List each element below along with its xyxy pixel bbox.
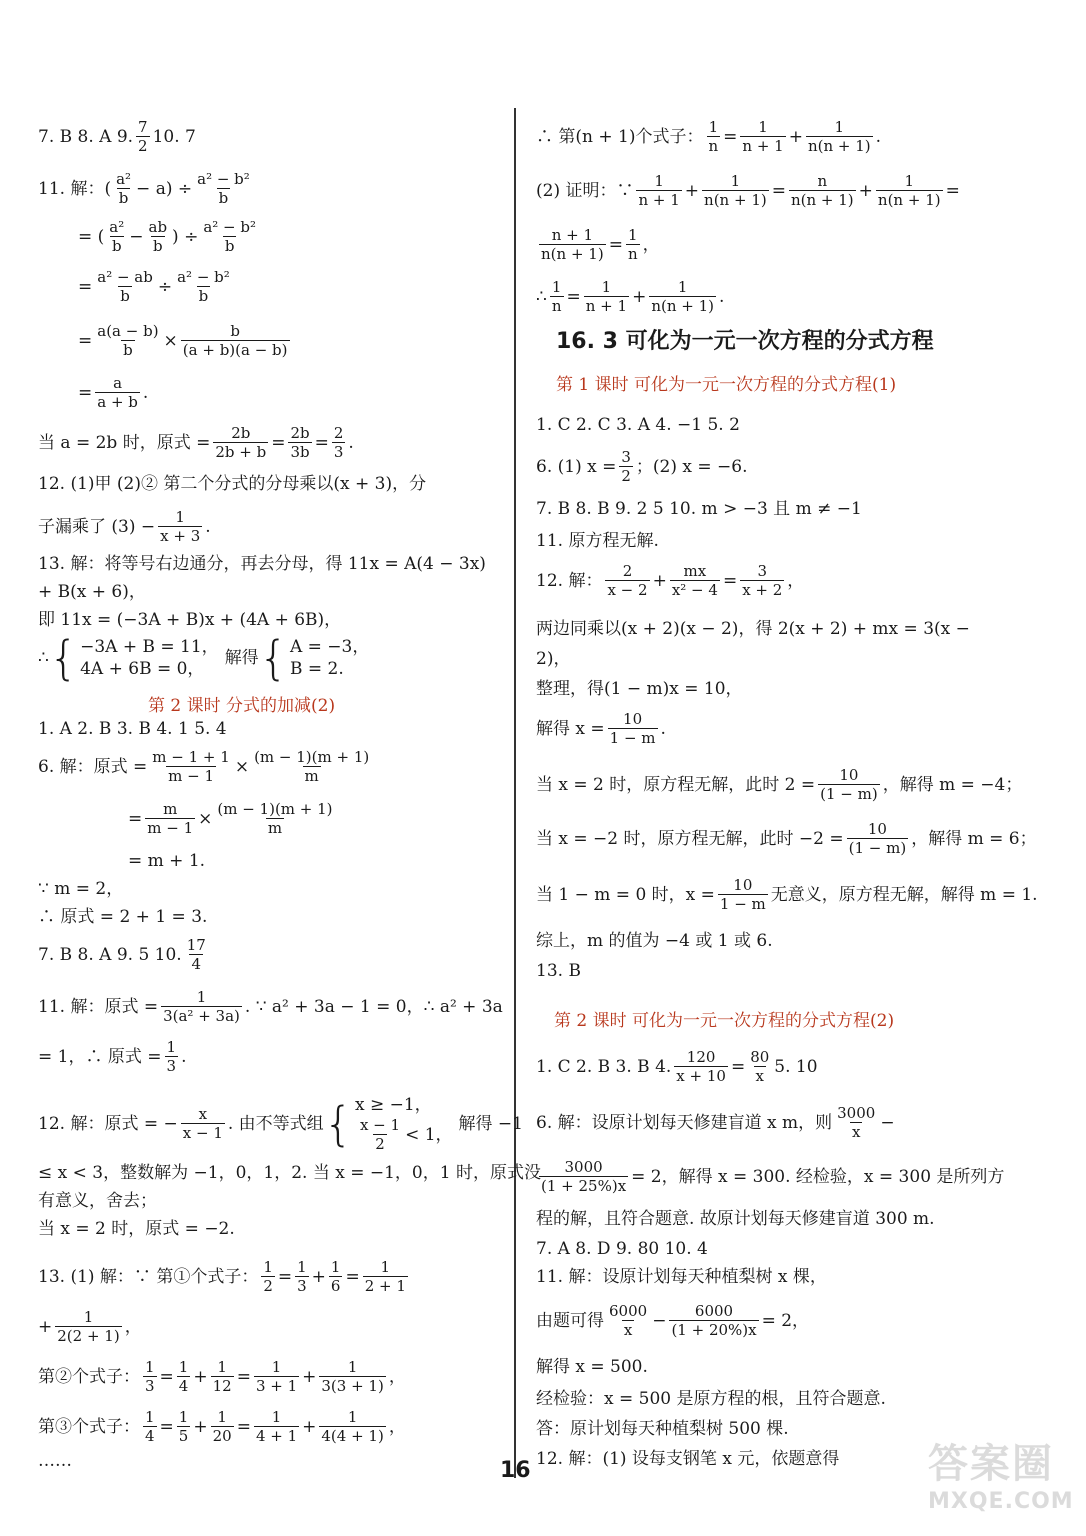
answer-line: ∴ 原式 = 2 + 1 = 3. (38, 907, 208, 927)
answer-line: 6. 解：设原计划每天修建盲道 x m，则 $\frac{3000}{x}$ − (536, 1104, 895, 1141)
answer-line: 第③个式子： $\frac{1}{4}$ = $\frac{1}{5}$ + $\frac{1}{20}$ = $\frac{1}{4 + 1}$ + $\frac{1}{4(4 + 1)}$ ， (38, 1408, 406, 1445)
answer-line: 1. C 2. B 3. B 4. $\frac{120}{x + 10}$ = $\frac{80}{x}$ 5. 10 (536, 1048, 818, 1085)
answer-line: 由题可得 $\frac{6000}{x}$ − $\frac{6000}{(1 + 20\%)x}$ = 2， (536, 1302, 810, 1339)
watermark-url: MXQE.COM (928, 1489, 1074, 1514)
answer-line: = $\frac{a(a - b)}{b}$ × $\frac{b}{(a + b)(a - b)}$ (78, 322, 288, 359)
answer-line: 解得 x = $\frac{10}{1 - m}$ . (536, 710, 666, 747)
answer-line: 子漏乘了 (3) − $\frac{1}{x + 3}$ . (38, 508, 211, 545)
answer-line: + $\frac{1}{2(2 + 1)}$ ， (38, 1308, 142, 1345)
watermark-title: 答案圈 (928, 1441, 1054, 1487)
text: 10. 7 (152, 126, 196, 147)
answer-line: = $\frac{\text{a² − ab}}{b}$ ÷ $\frac{\text{a² − b²}}{b}$ (78, 268, 230, 305)
answer-line: 第②个式子： $\frac{1}{3}$ = $\frac{1}{4}$ + $\frac{1}{12}$ = $\frac{1}{3 + 1}$ + $\frac{1}{3(3 + 1)}$ ， (38, 1358, 406, 1395)
text: 7. B 8. A 9. (38, 126, 134, 147)
answer-line: = $\frac{a}{a + b}$ . (78, 374, 149, 411)
answer-line: 7. A 8. D 9. 80 10. 4 (536, 1239, 708, 1259)
lesson-heading: 第 2 课时 可化为一元一次方程的分式方程(2) (554, 1011, 895, 1031)
answer-line: 综上，m 的值为 −4 或 1 或 6. (536, 931, 773, 951)
answer-line: 当 1 − m = 0 时，x = $\frac{10}{1 - m}$ 无意义，原方程无解，解得 m = 1. (536, 876, 1038, 913)
lesson-heading: 第 1 课时 可化为一元一次方程的分式方程(1) (556, 375, 897, 395)
answer-line: 1. A 2. B 3. B 4. 1 5. 4 (38, 719, 227, 739)
answer-line: = m + 1. (128, 851, 206, 871)
answer-line: 12. 解：(1) 设每支钢笔 x 元，依题意得 (536, 1449, 840, 1469)
page-number: 16 (500, 1458, 531, 1483)
answer-line: 答：原计划每天种植梨树 500 棵. (536, 1419, 789, 1439)
answer-line: 7. B 8. B 9. 2 5 10. m > −3 且 m ≠ −1 (536, 499, 862, 519)
answer-line: 1. C 2. C 3. A 4. −1 5. 2 (536, 415, 740, 435)
answer-line: 11. 解：( $\frac{\text{a²}}{b}$ − a) ÷ $\frac{\text{a² − b²}}{b}$ (38, 170, 250, 207)
answer-line: 解得 x = 500. (536, 1357, 648, 1377)
answer-line: 有意义，舍去； (38, 1191, 157, 1211)
answer-line: 程的解，且符合题意. 故原计划每天修建盲道 300 m. (536, 1209, 935, 1229)
answer-line: 12. 解： $\frac{2}{x - 2}$ + $\frac{mx}{\text{x² − 4}}$ = $\frac{3}{x + 2}$ ， (536, 562, 805, 599)
answer-line: 13. B (536, 961, 581, 981)
answer-line: 当 x = 2 时，原式 = −2. (38, 1219, 235, 1239)
answer-line: 12. (1)甲 (2)② 第二个分式的分母乘以(x + 3)，分 (38, 474, 427, 494)
answer-line: 13. (1) 解：∵ 第①个式子： $\frac{1}{2}$ = $\frac{1}{3}$ + $\frac{1}{6}$ = $\frac{1}{2 + 1}$ (38, 1258, 406, 1295)
answer-line: 2)， (536, 649, 571, 669)
answer-line: + B(x + 6)， (38, 582, 146, 602)
answer-line: $\frac{n + 1}{n(n + 1)}$ = $\frac{1}{n}$ ， (541, 226, 660, 263)
answer-line: = 1，∴ 原式 = $\frac{1}{3}$ . (38, 1038, 187, 1075)
answer-line: …… (38, 1451, 72, 1471)
answer-line: 整理，得(1 − m)x = 10， (536, 679, 743, 699)
answer-line: 即 11x = (−3A + B)x + (4A + 6B)， (38, 610, 342, 630)
answer-line: 当 x = 2 时，原方程无解，此时 2 = $\frac{10}{(1 - m)}$ ，解得 m = −4； (536, 766, 1023, 803)
lesson-heading: 第 2 课时 分式的加减(2) (148, 696, 336, 716)
answer-line: 12. 解：原式 = − $\frac{x}{x - 1}$ . 由不等式组 { x ≥ −1， $\frac{x - 1}{2}$ < 1， 解得 −1 (38, 1095, 523, 1153)
answer-line: 11. 解：原式 = $\frac{1}{\text{3(a² + 3a)}}$ . ∵ a² + 3a − 1 = 0，∴ a² + 3a (38, 988, 503, 1025)
column-divider (514, 108, 516, 1478)
answer-line: = $\frac{m}{m - 1}$ × $\frac{(m - 1)(m + 1)}{m}$ (128, 800, 333, 837)
answer-line: ∵ m = 2， (38, 879, 124, 899)
answer-line: 经检验：x = 500 是原方程的根，且符合题意. (536, 1389, 886, 1409)
answer-line: ≤ x < 3，整数解为 −1，0，1，2. 当 x = −1，0，1 时，原式没 (38, 1163, 541, 1183)
answer-line: ∴ $\frac{1}{n}$ = $\frac{1}{n + 1}$ + $\frac{1}{n(n + 1)}$ . (536, 278, 725, 315)
section-heading: 16. 3 可化为一元一次方程的分式方程 (556, 329, 934, 354)
answer-line: 6. 解：原式 = $\frac{m - 1 + 1}{m - 1}$ × $\frac{(m - 1)(m + 1)}{m}$ (38, 748, 370, 785)
answer-line: 11. 原方程无解. (536, 531, 659, 551)
answer-line: 两边同乘以(x + 2)(x − 2)，得 2(x + 2) + mx = 3(x − (536, 619, 970, 639)
answer-line: 13. 解：将等号右边通分，再去分母，得 11x = A(4 − 3x) (38, 554, 486, 574)
answer-line: $\frac{3000}{(1 + 25\%)x}$ = 2，解得 x = 300. 经检验，x = 300 是所列方 (541, 1158, 1005, 1195)
answer-line: 11. 解：设原计划每天种植梨树 x 棵， (536, 1267, 827, 1287)
answer-line: 7. B 8. A 9. 5 10. $\frac{17}{4}$ (38, 936, 206, 973)
answer-line: (2) 证明：∵ $\frac{1}{n + 1}$ + $\frac{1}{n(n + 1)}$ = $\frac{n}{n(n + 1)}$ + $\frac{1}{n(n + 1)}$ = (536, 172, 960, 209)
answer-line: 6. (1) x = $\frac{3}{2}$ ；(2) x = −6. (536, 448, 748, 485)
answer-line: 当 a = 2b 时，原式 = $\frac{2b}{2b + b}$ = $\frac{2b}{3b}$ = $\frac{2}{3}$ . (38, 424, 354, 461)
watermark-logo (928, 1432, 1078, 1522)
answer-line: ∴ 第(n + 1)个式子： $\frac{1}{n}$ = $\frac{1}{n + 1}$ + $\frac{1}{n(n + 1)}$ . (536, 118, 882, 155)
answer-line (38, 118, 196, 155)
answer-line: 当 x = −2 时，原方程无解，此时 −2 = $\frac{10}{(1 - m)}$ ，解得 m = 6； (536, 820, 1037, 857)
equation-system: ∴ { −3A + B = 11， 4A + 6B = 0， 解得 { A = −3， B = 2. (38, 631, 370, 685)
answer-line: = ( $\frac{\text{a²}}{b}$ − $\frac{ab}{b}$ ) ÷ $\frac{\text{a² − b²}}{b}$ (78, 218, 257, 255)
fraction: $\frac{7}{2}$ (138, 118, 148, 155)
